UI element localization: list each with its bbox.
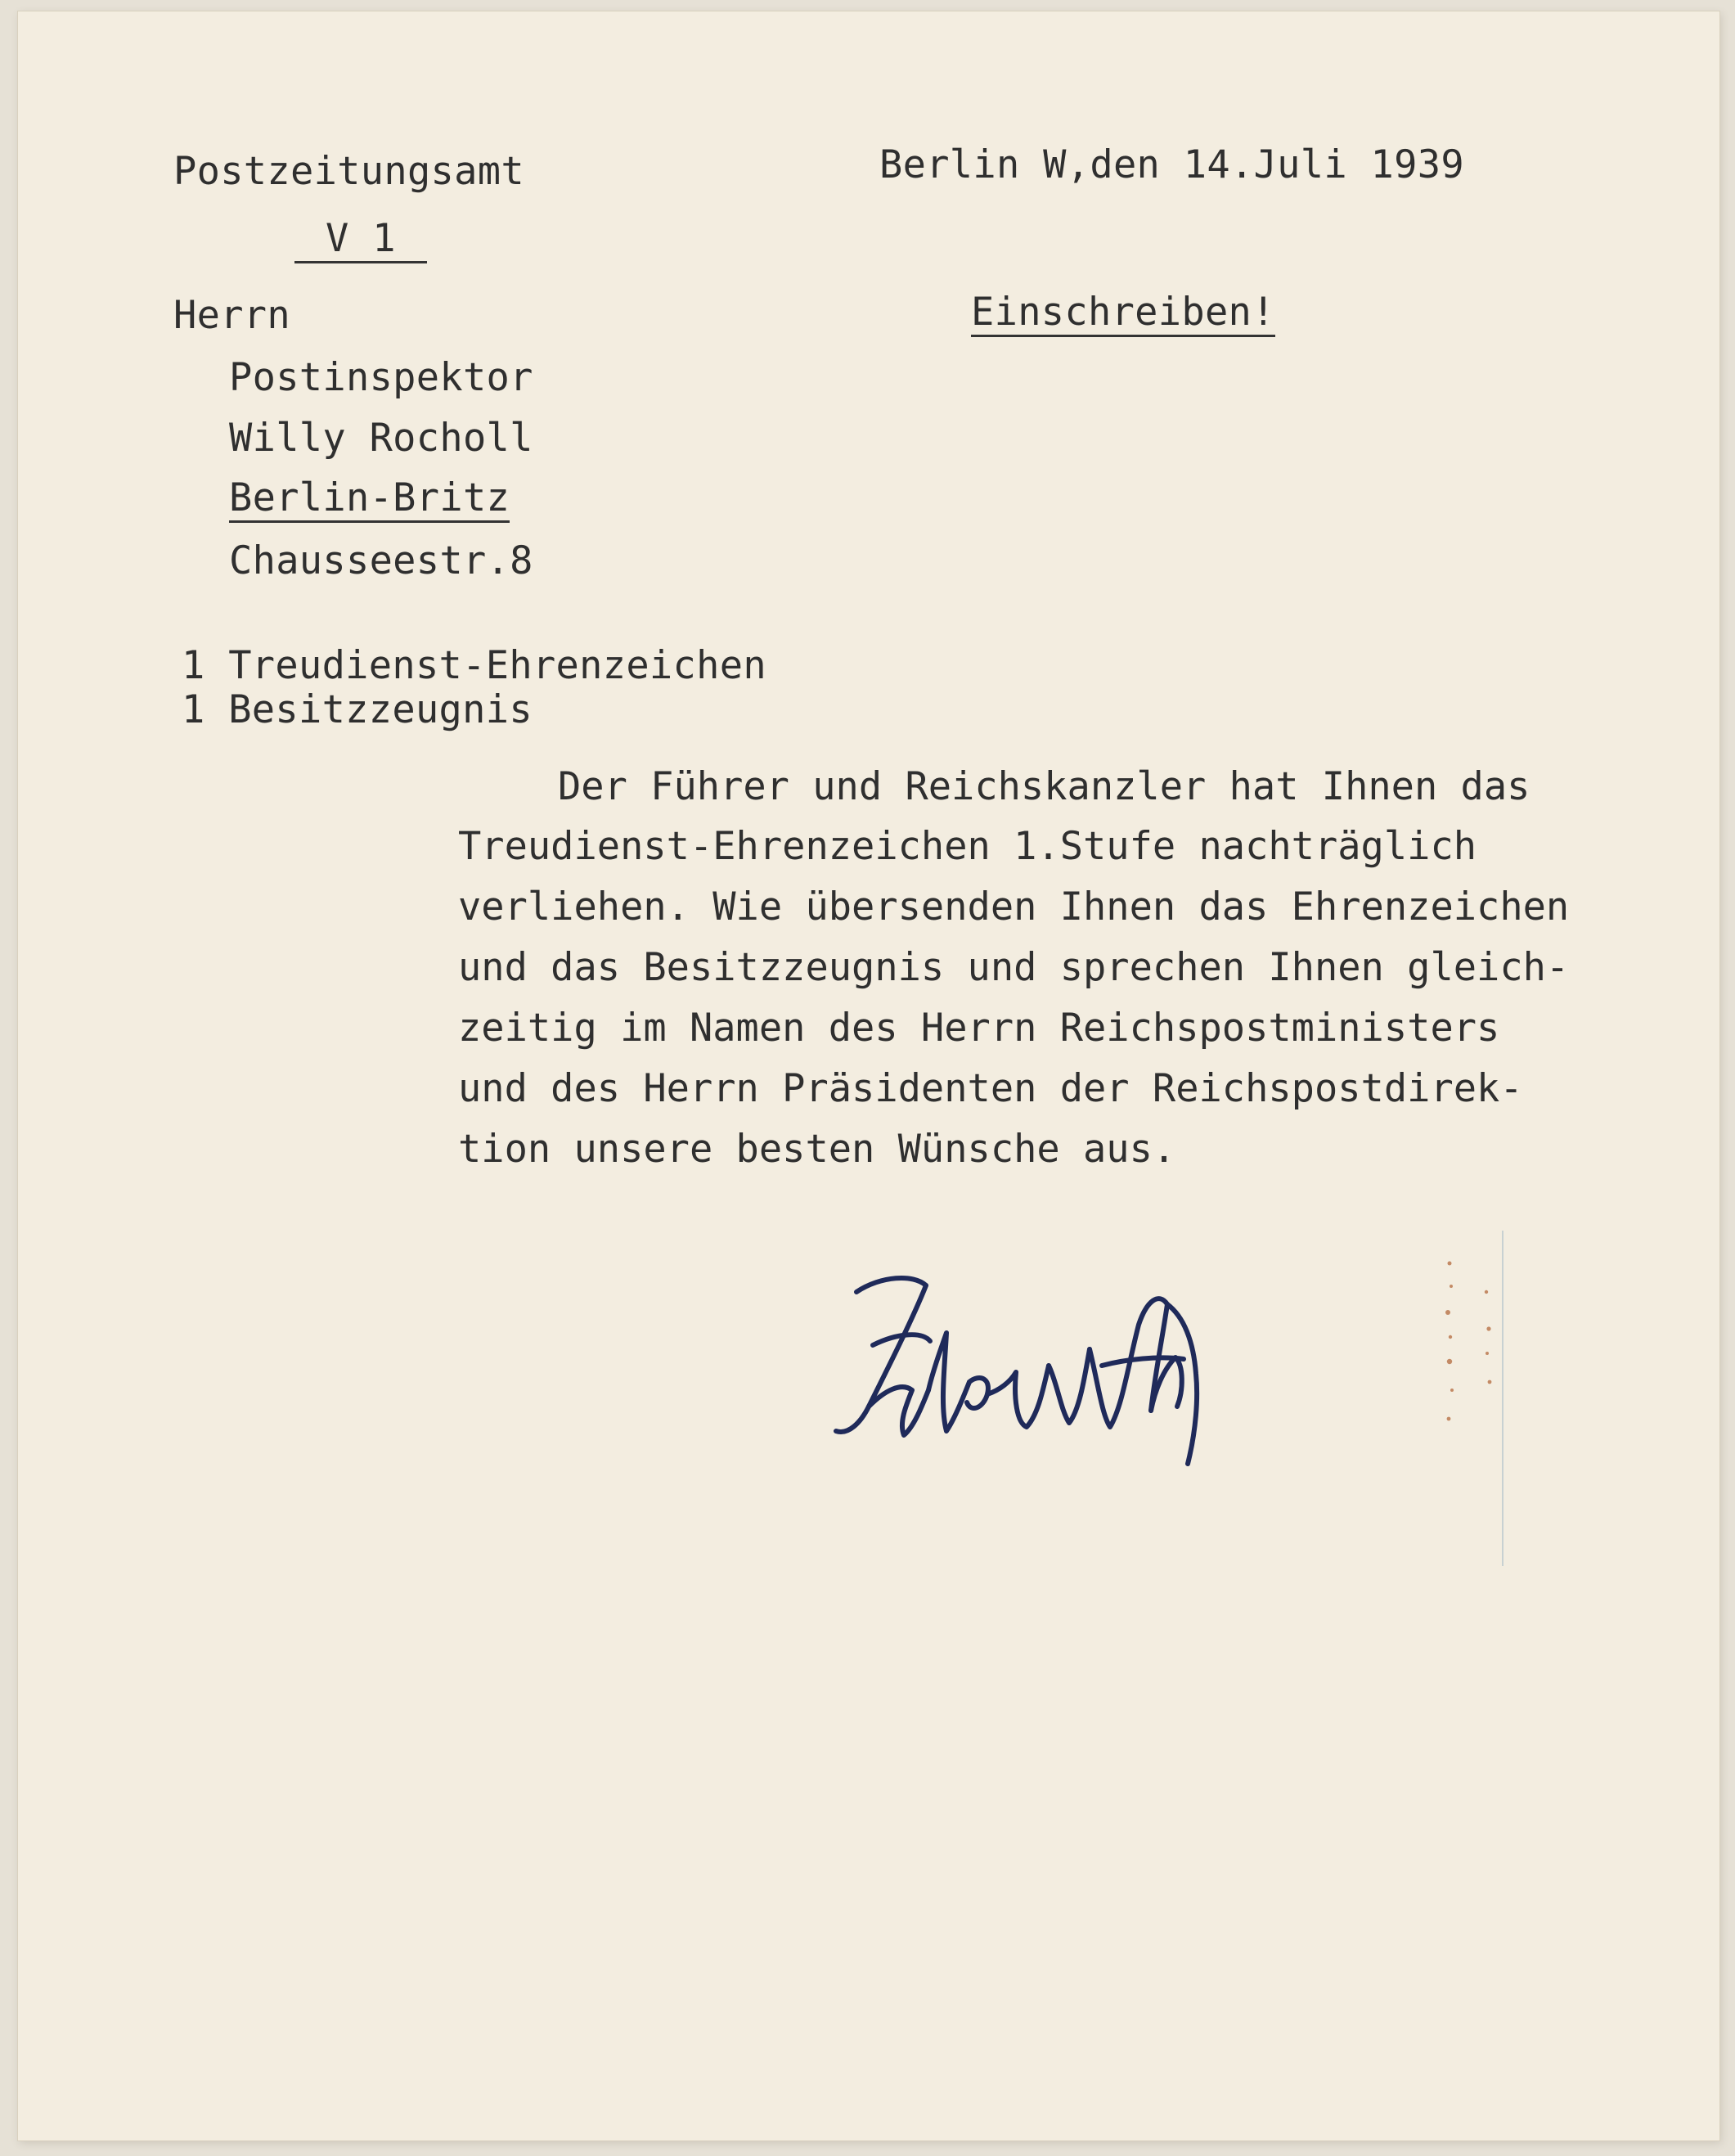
recipient-street: Chausseestr.8 [229,538,533,583]
body-text-line: verliehen. Wie übersenden Ihnen das Ehrenzeichen [458,884,1570,929]
body-text-line: zeitig im Namen des Herrn Reichspostministers [458,1006,1500,1051]
recipient-title: Postinspektor [229,355,533,400]
handwritten-signature [824,1267,1249,1488]
letter-sheet [18,11,1719,2140]
department-code: V 1 [294,219,427,263]
recipient-city: Berlin-Britz [229,479,510,523]
sender-office: Postzeitungsamt [173,149,524,194]
place-date: Berlin W,den 14.Juli 1939 [879,142,1464,187]
body-text-line: tion unsere besten Wünsche aus. [458,1127,1176,1172]
enclosure-item: 1 Treudienst-Ehrenzeichen [182,643,766,688]
body-text-line: und das Besitzzeugnis und sprechen Ihnen gleich- [458,945,1570,990]
body-text-line: Der Führer und Reichskanzler hat Ihnen das [558,764,1530,809]
enclosure-item: 1 Besitzzeugnis [182,687,533,732]
recipient-name: Willy Rocholl [229,416,533,461]
body-text-line: Treudienst-Ehrenzeichen 1.Stufe nachträglich [458,824,1477,869]
recipient-salutation: Herrn [173,293,290,338]
paper-stain-marks [1425,1214,1539,1591]
body-text-line: und des Herrn Präsidenten der Reichspostdirek- [458,1066,1523,1111]
registered-mail-notice: Einschreiben! [971,293,1275,337]
